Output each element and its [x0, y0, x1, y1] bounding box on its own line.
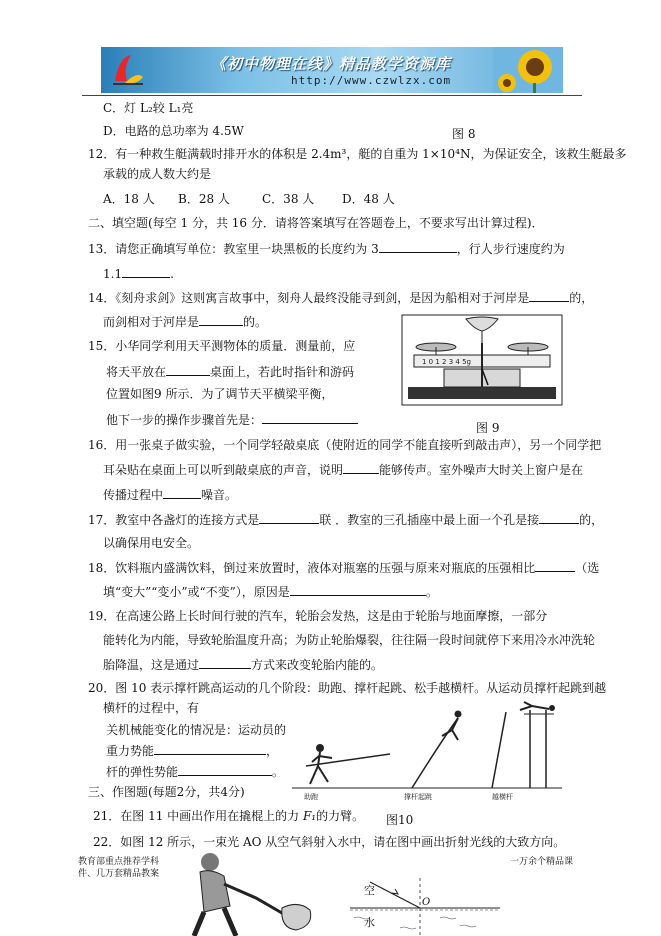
q13-blank-1[interactable] [379, 240, 457, 253]
q19-line-1: 19．在高速公路上长时间行驶的汽车，轮胎会发热，这是由于轮胎与地面摩擦，一部分 [88, 609, 548, 623]
fig10-label-takeoff: 撑杆起跳 [404, 793, 432, 801]
q19-blank-1[interactable] [199, 656, 251, 669]
fig10-label-clear: 越横杆 [492, 793, 513, 801]
q14-text-b: 的， [569, 291, 594, 305]
q17-line-2: 以确保用电安全。 [103, 536, 200, 550]
fig8-caption: 图 8 [452, 127, 476, 141]
footer-left-2: 件、几万套精品教案 [78, 869, 160, 879]
q16-text-d: 噪音。 [201, 488, 238, 502]
q16-blank-2[interactable] [163, 486, 201, 499]
q20-line-4 [106, 742, 278, 759]
q12-option-c: C．38 人 [262, 192, 315, 206]
q18-line-1 [88, 559, 599, 576]
q16-text-c: 传播过程中 [103, 488, 164, 502]
q19-text-b: 方式来改变轮胎内能的。 [251, 658, 384, 672]
q21-line [93, 808, 364, 824]
q13-blank-2[interactable] [122, 265, 170, 278]
q16-line-2 [103, 461, 583, 478]
q20-text-a: 重力势能 [106, 744, 155, 758]
banner-title: 《初中物理在线》精品教学资源库 [211, 55, 452, 73]
q17-text-a: 17．教室中各盏灯的连接方式是 [88, 513, 260, 527]
q20-text-c: 杆的弹性势能 [106, 765, 179, 779]
q16-text-a: 耳朵贴在桌面上可以听到敲桌底的声音，说明 [103, 463, 344, 477]
fig11-crowbar-diagram [164, 850, 314, 936]
q13-line-1 [88, 240, 565, 257]
q17-text-c: 的， [579, 513, 604, 527]
footer-right: 一万余个精品课 [510, 857, 574, 867]
q17-text-b: 联 ．教室的三孔插座中最上面一个孔是接 [319, 513, 540, 527]
q15-text-c: 他下一步的操作步骤首先是： [106, 413, 263, 427]
fig9-balance-diagram [400, 313, 565, 408]
q12-option-a: A．18 人 [103, 192, 155, 206]
q15-line-3: 位置如图9 所示．为了调节天平横梁平衡， [106, 387, 334, 401]
q14-text-d: 的。 [243, 315, 268, 329]
q14-text-c: 而剑相对于河岸是 [103, 315, 200, 329]
q11-option-c: C．灯 L₂较 L₁亮 [103, 101, 194, 115]
fig10-caption: 图10 [386, 813, 414, 827]
q20-text-d: 。 [272, 765, 285, 779]
fig12-water-label: 水 [364, 916, 375, 929]
q15-blank-2[interactable] [262, 411, 358, 424]
q19-line-2: 能转化为内能，导致轮胎温度升高；为防止轮胎爆裂，往往隔一段时间就停下来用冷水冲洗轮 [103, 633, 596, 647]
q14-blank-1[interactable] [529, 289, 569, 302]
footer-left-1: 教育部重点推荐学科 [78, 857, 160, 867]
q15-text-b: 桌面上，若此时指针和游码 [210, 365, 355, 379]
q15-line-4 [106, 411, 358, 428]
q21-text-a: 21．在图 11 中画出作用在撬棍上的力 [93, 809, 303, 823]
q20-line-2: 横杆的过程中，有 [103, 701, 200, 715]
header-rule [82, 95, 582, 96]
q14-text-a: 14．《刻舟求剑》这则寓言故事中，刻舟人最终没能寻到剑，是因为船相对于河岸是 [88, 291, 530, 305]
q12-stem-2: 承载的成人数大约是 [103, 167, 212, 181]
q20-text-b: ， [266, 744, 279, 758]
q19-line-3 [103, 656, 383, 673]
q14-line-2 [103, 313, 267, 330]
q18-text-b: （选 [575, 561, 600, 575]
logo-icon [109, 51, 147, 89]
q21-text-b: 的力臂。 [316, 809, 365, 823]
banner-url[interactable]: http://www.czwlzx.com [291, 74, 452, 87]
q13-line-2 [103, 265, 174, 282]
fig12-refraction-diagram [340, 858, 500, 936]
svg-text:1 0 1 2 3 4 5g: 1 0 1 2 3 4 5g [422, 358, 471, 366]
q21-force-symbol: F₁ [302, 809, 317, 823]
q13-text-c: 1.1 [103, 267, 123, 281]
q15-line-2 [106, 363, 354, 380]
q18-blank-2[interactable] [290, 583, 426, 596]
sunflower-icon [493, 47, 563, 93]
q20-blank-1[interactable] [154, 742, 266, 755]
q18-text-d: 。 [425, 585, 438, 599]
q18-blank-1[interactable] [535, 559, 575, 572]
q16-line-1: 16．用一张桌子做实验，一个同学轻敲桌底（使附近的同学不能直接听到敲击声），另一个同学把 [88, 438, 602, 452]
q18-line-2 [103, 583, 438, 600]
q18-text-c: 填“变大”“变小”或“不变”），原因是 [103, 585, 290, 599]
q13-text-d: . [170, 267, 174, 281]
q17-blank-1[interactable] [259, 511, 319, 524]
q20-line-3: 关机械能变化的情况是：运动员的 [106, 723, 287, 737]
q12-option-d: D．48 人 [342, 192, 395, 206]
section-3-heading: 三、作图题(每题2分，共4分) [88, 785, 245, 799]
q18-text-a: 18．饮料瓶内盛满饮料，倒过来放置时，液体对瓶塞的压强与原来对瓶底的压强相比 [88, 561, 536, 575]
q12-stem-1: 12．有一种救生艇满载时排开水的体积是 2.4m³，艇的自重为 1×10⁴N，为保证安全，该救生艇最多 [88, 147, 627, 161]
fig9-caption: 图 9 [476, 421, 500, 435]
q15-text-a: 将天平放在 [106, 365, 167, 379]
section-2-heading: 二、填空题(每空 1 分，共 16 分．请将答案填写在答题卷上，不要求写出计算过程)． [88, 216, 544, 230]
q13-text-b: ，行人步行速度约为 [456, 242, 565, 256]
q17-line-1 [88, 511, 603, 528]
q16-text-b: 能够传声。室外噪声大时关上窗户是在 [379, 463, 584, 477]
q16-blank-1[interactable] [343, 461, 379, 474]
q12-option-b: B．28 人 [178, 192, 230, 206]
fig10-label-run: 助跑 [304, 793, 318, 801]
fig12-air-label: 空 [364, 884, 375, 897]
q11-option-d: D．电路的总功率为 4.5W [103, 124, 244, 138]
site-banner [101, 47, 563, 93]
q15-blank-1[interactable] [166, 363, 210, 376]
q20-line-5 [106, 763, 284, 780]
q15-line-1: 15．小华同学利用天平测物体的质量．测量前，应 [88, 339, 356, 353]
q13-text-a: 13．请您正确填写单位：教室里一块黑板的长度约为 3 [88, 242, 379, 256]
fig12-point-o: O [422, 897, 431, 908]
q16-line-3 [103, 486, 237, 503]
fig10-pole-vault-diagram [292, 700, 562, 802]
q22-line: 22．如图 12 所示，一束光 AO 从空气斜射入水中，请在图中画出折射光线的大致方向。 [93, 835, 566, 849]
q17-blank-2[interactable] [539, 511, 579, 524]
q19-text-a: 胎降温，这是通过 [103, 658, 200, 672]
q14-line-1 [88, 289, 593, 306]
q14-blank-2[interactable] [199, 313, 243, 326]
q20-blank-2[interactable] [178, 763, 272, 776]
q20-line-1: 20．图 10 表示撑杆跳高运动的几个阶段：助跑、撑杆起跳、松手越横杆。从运动员撑杆起跳到越 [88, 681, 607, 695]
